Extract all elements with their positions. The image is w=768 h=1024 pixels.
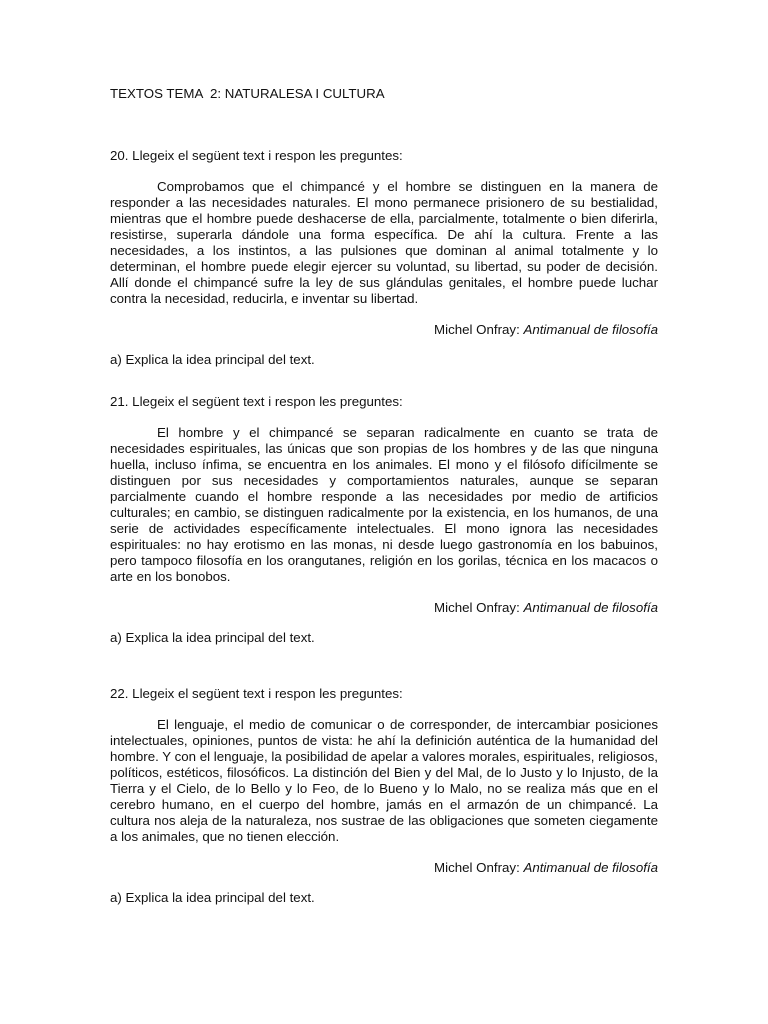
exercise-22 <box>110 686 658 906</box>
exercise-heading: 20. Llegeix el següent text i respon les preguntes: <box>110 148 403 163</box>
citation-book: Antimanual de filosofía <box>523 600 658 615</box>
citation-book: Antimanual de filosofía <box>523 322 658 337</box>
exercise-text: El lenguaje, el medio de comunicar o de corresponder, de intercambiar posiciones intelectuales, opiniones, puntos de vista: he ahí la definición auténtica de la humanidad del hombre. Y con el lenguaje, la posibilidad de apelar a valores morales, espirituales, religiosos, políticos, estéticos, filosóficos. La distinción del Bien y del Mal, de lo Justo y lo Injusto, de la Tierra y el Cielo, de lo Bello y lo Feo, de lo Bueno y lo Malo, no se realiza más que en el cerebro humano, en el cuerpo del hombre, jamás en el armazón de un chimpancé. La cultura nos aleja de la naturaleza, nos sustrae de las obligaciones que someten ciegamente a los animales, que no tienen elección. <box>110 717 658 844</box>
exercise-text: El hombre y el chimpancé se separan radicalmente en cuanto se trata de necesidades espirituales, las únicas que son propias de los hombres y de las que ninguna huella, incluso ínfima, se encuentra en los animales. El mono y el filósofo difícilmente se distinguen por sus necesidades y comportamientos naturales, aunque se separan parcialmente cuando el hombre responde a las necesidades por medio de artificios culturales; en cambio, se distinguen radicalmente por la existencia, en los humanos, de una serie de actividades específicamente intelectuales. El mono ignora las necesidades espirituales: no hay erotismo en las monas, ni desde luego gastronomía en los babuinos, pero tampoco filosofía en los orangutanes, religión en los gorilas, técnica en los macacos o arte en los bonobos. <box>110 425 658 584</box>
exercise-20 <box>110 148 658 368</box>
exercise-citation <box>110 322 658 338</box>
document-title: TEXTOS TEMA 2: NATURALESA I CULTURA <box>110 86 385 101</box>
citation-author: Michel Onfray: <box>434 600 520 615</box>
citation-author: Michel Onfray: <box>434 860 520 875</box>
citation-book: Antimanual de filosofía <box>523 860 658 875</box>
exercise-citation <box>110 860 658 876</box>
exercise-21 <box>110 394 658 646</box>
exercise-question: a) Explica la idea principal del text. <box>110 890 315 905</box>
exercise-heading: 22. Llegeix el següent text i respon les preguntes: <box>110 686 403 701</box>
exercise-citation <box>110 600 658 616</box>
exercise-text: Comprobamos que el chimpancé y el hombre se distinguen en la manera de responder a las necesidades naturales. El mono permanece prisionero de su bestialidad, mientras que el hombre puede deshacerse de ella, parcialmente, totalmente o bien diferirla, resistirse, superarla dándole una forma específica. De ahí la cultura. Frente a las necesidades, a los instintos, a las pulsiones que dominan al animal totalmente y lo determinan, el hombre puede elegir ejercer su voluntad, su libertad, su poder de decisión. Allí donde el chimpancé sufre la ley de sus glándulas genitales, el hombre puede luchar contra la necesidad, reducirla, e inventar su libertad. <box>110 179 658 306</box>
citation-author: Michel Onfray: <box>434 322 520 337</box>
exercise-heading: 21. Llegeix el següent text i respon les preguntes: <box>110 394 403 409</box>
exercise-question: a) Explica la idea principal del text. <box>110 630 315 645</box>
exercise-question: a) Explica la idea principal del text. <box>110 352 315 367</box>
